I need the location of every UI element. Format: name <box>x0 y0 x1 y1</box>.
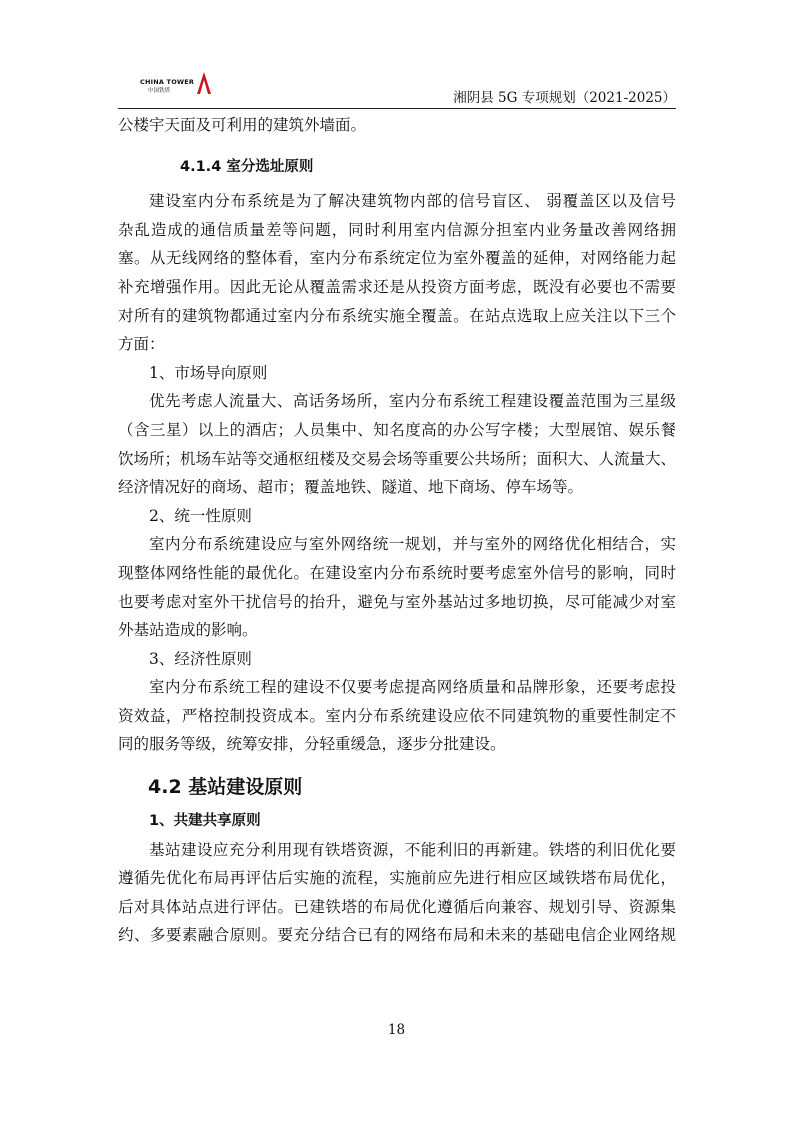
text-line: 约、多要素融合原则。要充分结合已有的网络布局和未来的基础电信企业网络规 <box>118 926 676 945</box>
text-line: （含三星）以上的酒店；人员集中、知名度高的办公写字楼；大型展馆、娱乐餐 <box>118 420 676 439</box>
text-line: 现整体网络性能的最优化。在建设室内分布系统时要考虑室外信号的影响，同时 <box>118 563 676 582</box>
text-line: 遵循先优化布局再评估后实施的流程，实施前应先进行相应区域铁塔布局优化， <box>118 869 676 888</box>
text-line: 方面： <box>118 335 165 354</box>
item-heading-unity: 2、统一性原则 <box>149 506 252 525</box>
text-line: 同的服务等级，统筹安排，分轻重缓急，逐步分批建设。 <box>118 735 506 754</box>
section-heading-4-2: 4.2 基站建设原则 <box>148 776 303 799</box>
china-tower-logo <box>140 68 210 98</box>
logo-chinese-text: 中国铁塔 <box>148 88 171 94</box>
section-heading-4-1-4: 4.1.4 室分选址原则 <box>180 158 314 175</box>
text-line: 经济情况好的商场、超市；覆盖地铁、隧道、地下商场、停车场等。 <box>118 478 584 497</box>
page-number: 18 <box>387 1022 406 1038</box>
text-line: 饮场所；机场车站等交通枢纽楼及交易会场等重要公共场所；面积大、人流量大、 <box>118 449 677 468</box>
paragraph-intro <box>118 187 676 359</box>
paragraph-unity <box>118 530 676 644</box>
text-line: 对所有的建筑物都通过室内分布系统实施全覆盖。在站点选取上应关注以下三个 <box>118 306 676 325</box>
text-line: 室内分布系统工程的建设不仅要考虑提高网络质量和品牌形象，还要考虑投 <box>149 678 676 697</box>
text-line: 后对具体站点进行评估。已建铁塔的布局优化遵循后向兼容、规划引导、资源集 <box>118 897 676 916</box>
paragraph-economy <box>118 673 676 759</box>
item-heading-market: 1、市场导向原则 <box>149 363 268 382</box>
tower-logo-icon <box>196 72 212 94</box>
text-line: 杂乱造成的通信质量差等问题，同时利用室内信源分担室内业务量改善网络拥 <box>118 220 676 239</box>
text-line: 也要考虑对室外干扰信号的抬升，避免与室外基站过多地切换，尽可能减少对室 <box>118 592 676 611</box>
text-line: 资效益，严格控制投资成本。室内分布系统建设应依不同建筑物的重要性制定不 <box>118 706 676 725</box>
paragraph-market <box>118 387 676 501</box>
text-line: 塞。从无线网络的整体看，室内分布系统定位为室外覆盖的延伸，对网络能力起 <box>118 249 676 268</box>
subsection-heading-sharing: 1、共建共享原则 <box>149 813 261 830</box>
text-line: 外基站造成的影响。 <box>118 621 258 640</box>
text-line: 建设室内分布系统是为了解决建筑物内部的信号盲区、 弱覆盖区以及信号 <box>149 192 676 211</box>
text-line: 室内分布系统建设应与室外网络统一规划，并与室外的网络优化相结合，实 <box>149 535 676 554</box>
item-heading-economy: 3、经济性原则 <box>149 649 252 668</box>
page-header <box>118 68 676 109</box>
text-line: 补充增强作用。因此无论从覆盖需求还是从投资方面考虑，既没有必要也不需要 <box>118 277 676 296</box>
text-line: 基站建设应充分利用现有铁塔资源，不能利旧的再新建。铁塔的利旧优化要 <box>149 840 676 859</box>
paragraph-sharing <box>118 836 676 950</box>
continued-text: 公楼宇天面及可利用的建筑外墙面。 <box>118 116 367 134</box>
logo-english-text: CHINA TOWER <box>140 78 195 86</box>
page-body <box>118 111 676 950</box>
document-title: 湘阴县 5G 专项规划（2021-2025） <box>453 90 676 106</box>
text-line: 优先考虑人流量大、高话务场所，室内分布系统工程建设覆盖范围为三星级 <box>149 392 676 411</box>
